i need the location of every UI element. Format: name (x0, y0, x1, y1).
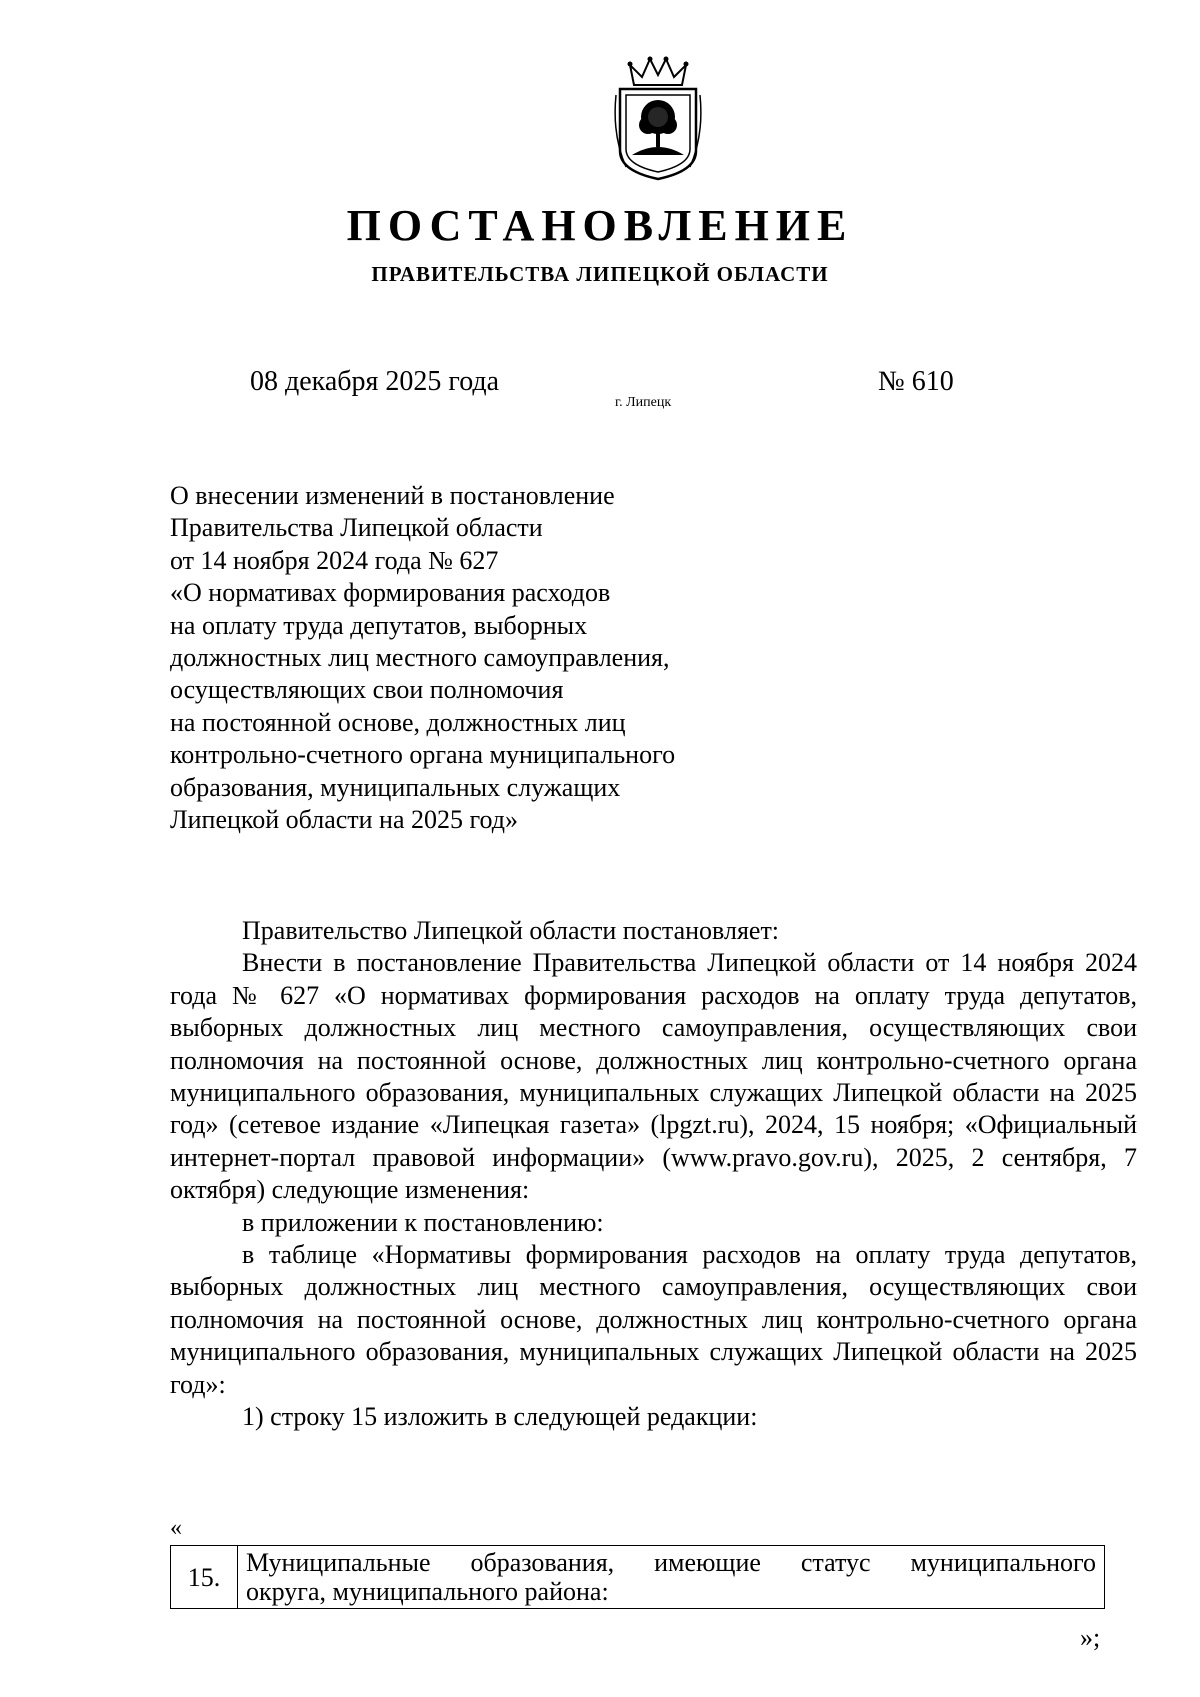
paragraph-table-ref: в таблице «Нормативы формирования расходов на оплату труда депутатов, выборных должностных лиц местного самоуправления, осуществляющих свои полномочия на постоянной основе, должностных лиц контрольно-счетного органа муниципального образования, муниципальных служащих Липецкой области на 2025 год»: (170, 1240, 1137, 1399)
amendment-table (170, 1545, 1105, 1609)
document-body (170, 915, 1137, 1434)
document-number: № 610 (878, 366, 954, 397)
row-number: 15. (171, 1546, 238, 1609)
subject-line: на оплату труда депутатов, выборных (170, 610, 588, 640)
document-subject (170, 480, 675, 836)
paragraph-annex: в приложении к постановлению: (242, 1207, 604, 1237)
subject-line: образования, муниципальных служащих (170, 772, 621, 802)
subject-line: Липецкой области на 2025 год» (170, 805, 519, 835)
subject-line: Правительства Липецкой области (170, 513, 543, 543)
document-date: 08 декабря 2025 года (250, 366, 500, 397)
paragraph-decree: Правительство Липецкой области постановляет: (242, 916, 780, 945)
subject-line: О внесении изменений в постановление (170, 481, 615, 510)
paragraph-amendment: Внести в постановление Правительства Липецкой области от 14 ноября 2024 года № 627 «О нормативах формирования расходов на оплату труда депутатов, выборных должностных лиц местного самоуправления, осуществляющих свои полномочия на постоянной основе, должностных лиц контрольно-счетного органа муниципального образования, муниципальных служащих Липецкой области на 2025 год» (сетевое издание «Липецкая газета» (lpgzt.ru), 2024, 15 ноября; «Официальный интернет-портал правовой информации» (www.pravo.gov.ru), 2025, 2 сентября, 7 октября) следующие изменения: (170, 948, 1137, 1205)
paragraph-item-1: 1) строку 15 изложить в следующей редакции: (242, 1402, 758, 1432)
close-quote: »; (1080, 1623, 1101, 1652)
subject-line: «О нормативах формирования расходов (170, 578, 611, 608)
row-text-line-1: Муниципальные образования, имеющие статус муниципального (246, 1548, 1096, 1577)
subject-line: на постоянной основе, должностных лиц (170, 707, 626, 737)
row-text-line-2: округа, муниципального района: (246, 1577, 609, 1606)
row-text (238, 1546, 1105, 1609)
open-quote: « (170, 1515, 182, 1541)
subject-line: контрольно-счетного органа муниципального (170, 740, 676, 770)
subject-line: должностных лиц местного самоуправления, (170, 643, 670, 673)
document-city: г. Липецк (615, 395, 672, 410)
document-subtitle: ПРАВИТЕЛЬСТВА ЛИПЕЦКОЙ ОБЛАСТИ (371, 262, 829, 286)
subject-line: от 14 ноября 2024 года № 627 (170, 545, 499, 575)
table-row (171, 1546, 1105, 1609)
subject-line: осуществляющих свои полномочия (170, 675, 564, 705)
document-title: ПОСТАНОВЛЕНИЕ (346, 201, 854, 250)
lipetsk-coat-of-arms-icon (612, 55, 704, 183)
